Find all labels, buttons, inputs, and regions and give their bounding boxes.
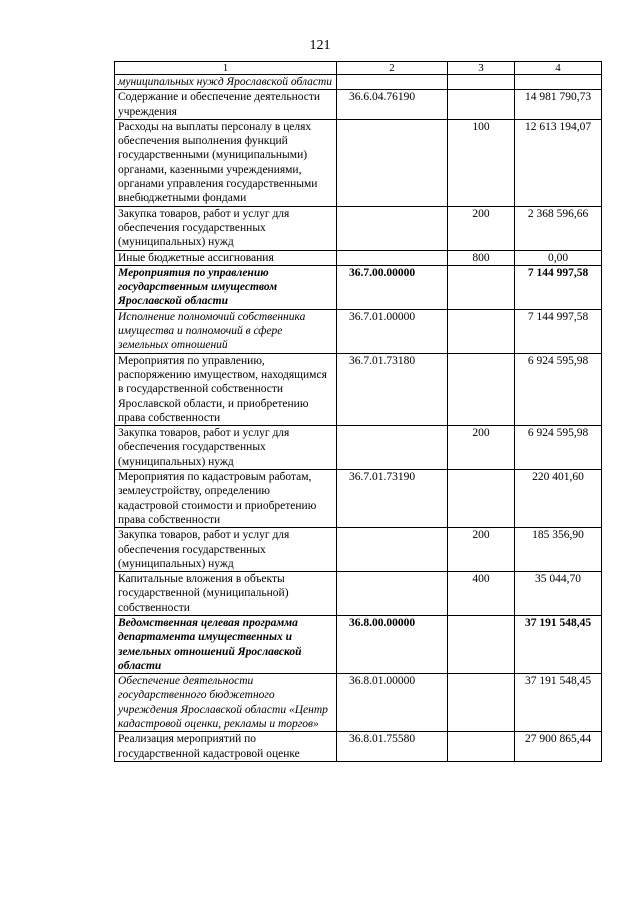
- row-type-cell: [448, 470, 515, 528]
- row-code-cell: [337, 75, 448, 90]
- row-type-cell: [448, 674, 515, 732]
- row-type-cell: 100: [448, 119, 515, 206]
- row-name-cell: Капитальные вложения в объекты государственной (муниципальной) собственности: [115, 572, 337, 616]
- row-amount-cell: 37 191 548,45: [515, 674, 602, 732]
- row-amount-cell: 7 144 997,58: [515, 309, 602, 353]
- table-row: [115, 90, 602, 120]
- row-name-cell: Иные бюджетные ассигнования: [115, 250, 337, 265]
- row-type-cell: [448, 265, 515, 309]
- row-name-cell: Ведомственная целевая программа департамента имущественных и земельных отношений Ярославской области: [115, 615, 337, 673]
- row-amount-cell: 35 044,70: [515, 572, 602, 616]
- header-col-4: 4: [515, 62, 602, 75]
- table-row: [115, 732, 602, 762]
- row-name-cell: муниципальных нужд Ярославской области: [115, 75, 337, 90]
- table-row: [115, 353, 602, 425]
- table-row: [115, 426, 602, 470]
- header-col-2: 2: [337, 62, 448, 75]
- row-code-cell: 36.8.01.00000: [337, 674, 448, 732]
- row-type-cell: 200: [448, 528, 515, 572]
- table-row: [115, 572, 602, 616]
- row-type-cell: [448, 732, 515, 762]
- row-code-cell: 36.7.01.00000: [337, 309, 448, 353]
- row-name-cell: Мероприятия по управлению государственным имуществом Ярославской области: [115, 265, 337, 309]
- table-header-row: [115, 62, 602, 75]
- row-amount-cell: 27 900 865,44: [515, 732, 602, 762]
- row-name-cell: Исполнение полномочий собственника имущества и полномочий в сфере земельных отношений: [115, 309, 337, 353]
- row-code-cell: 36.6.04.76190: [337, 90, 448, 120]
- header-col-3: 3: [448, 62, 515, 75]
- table-row: [115, 119, 602, 206]
- row-name-cell: Расходы на выплаты персоналу в целях обеспечения выполнения функций государственными (муниципальными) органами, казенными учреждениями, органами управления государственными внебюджетными фондами: [115, 119, 337, 206]
- row-code-cell: 36.7.00.00000: [337, 265, 448, 309]
- row-type-cell: [448, 615, 515, 673]
- table-row: [115, 528, 602, 572]
- row-amount-cell: 185 356,90: [515, 528, 602, 572]
- row-amount-cell: 6 924 595,98: [515, 353, 602, 425]
- table-row: [115, 615, 602, 673]
- row-type-cell: [448, 90, 515, 120]
- row-code-cell: [337, 119, 448, 206]
- row-name-cell: Закупка товаров, работ и услуг для обеспечения государственных (муниципальных) нужд: [115, 528, 337, 572]
- table-row: [115, 674, 602, 732]
- row-name-cell: Мероприятия по управлению, распоряжению имуществом, находящимся в государственной собственности Ярославской области, и приобретению права собственности: [115, 353, 337, 425]
- row-type-cell: [448, 309, 515, 353]
- row-code-cell: [337, 206, 448, 250]
- row-name-cell: Реализация мероприятий по государственной кадастровой оценке: [115, 732, 337, 762]
- row-type-cell: 200: [448, 206, 515, 250]
- page-number: 121: [309, 38, 331, 53]
- row-name-cell: Содержание и обеспечение деятельности учреждения: [115, 90, 337, 120]
- row-type-cell: 200: [448, 426, 515, 470]
- table-row: [115, 75, 602, 90]
- row-code-cell: [337, 528, 448, 572]
- row-name-cell: Закупка товаров, работ и услуг для обеспечения государственных (муниципальных) нужд: [115, 206, 337, 250]
- row-code-cell: 36.7.01.73190: [337, 470, 448, 528]
- row-name-cell: Закупка товаров, работ и услуг для обеспечения государственных (муниципальных) нужд: [115, 426, 337, 470]
- row-amount-cell: 2 368 596,66: [515, 206, 602, 250]
- row-type-cell: 800: [448, 250, 515, 265]
- row-amount-cell: [515, 75, 602, 90]
- row-amount-cell: 0,00: [515, 250, 602, 265]
- table-row: [115, 206, 602, 250]
- row-code-cell: 36.7.01.73180: [337, 353, 448, 425]
- row-code-cell: [337, 250, 448, 265]
- row-code-cell: [337, 572, 448, 616]
- row-name-cell: Обеспечение деятельности государственного бюджетного учреждения Ярославской области «Центр кадастровой оценки, рекламы и торгов»: [115, 674, 337, 732]
- row-amount-cell: 6 924 595,98: [515, 426, 602, 470]
- row-amount-cell: 12 613 194,07: [515, 119, 602, 206]
- row-type-cell: 400: [448, 572, 515, 616]
- row-name-cell: Мероприятия по кадастровым работам, землеустройству, определению кадастровой стоимости и приобретению права собственности: [115, 470, 337, 528]
- row-amount-cell: 220 401,60: [515, 470, 602, 528]
- table-row: [115, 265, 602, 309]
- row-amount-cell: 7 144 997,58: [515, 265, 602, 309]
- row-code-cell: 36.8.00.00000: [337, 615, 448, 673]
- row-type-cell: [448, 75, 515, 90]
- row-code-cell: [337, 426, 448, 470]
- table-row: [115, 250, 602, 265]
- row-amount-cell: 14 981 790,73: [515, 90, 602, 120]
- table-row: [115, 309, 602, 353]
- row-amount-cell: 37 191 548,45: [515, 615, 602, 673]
- table-row: [115, 470, 602, 528]
- budget-table: [114, 61, 602, 762]
- row-type-cell: [448, 353, 515, 425]
- header-col-1: 1: [115, 62, 337, 75]
- row-code-cell: 36.8.01.75580: [337, 732, 448, 762]
